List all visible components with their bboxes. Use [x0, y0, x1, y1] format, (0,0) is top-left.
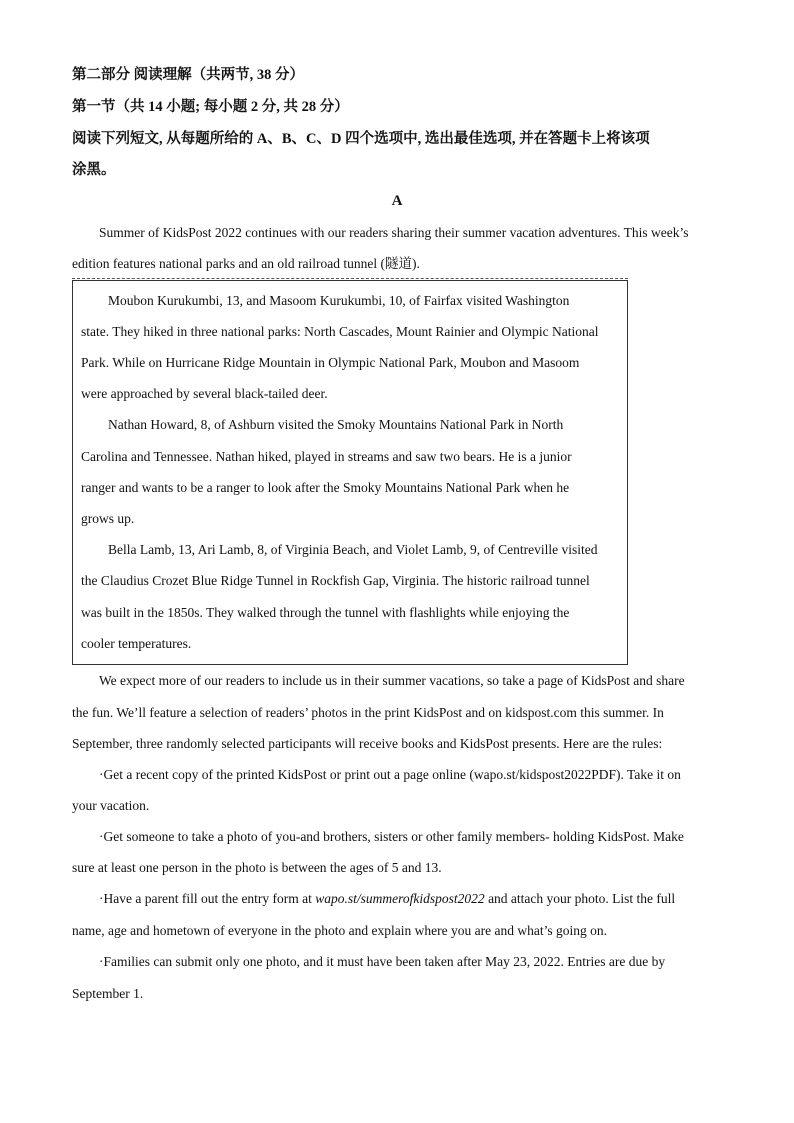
part-title: 第二部分 阅读理解（共两节, 38 分） — [72, 67, 304, 83]
box-line: Moubon Kurukumbi, 13, and Masoom Kurukumbi, 10, of Fairfax visited Washington — [108, 293, 570, 308]
box-line: state. They hiked in three national parks: North Cascades, Mount Rainier and Olympic National — [81, 324, 599, 339]
rule-2-line-2: sure at least one person in the photo is between the ages of 5 and 13. — [72, 860, 442, 875]
box-line: Park. While on Hurricane Ridge Mountain in Olympic National Park, Moubon and Masoom — [81, 355, 580, 370]
body-line: September, three randomly selected participants will receive books and KidsPost presents. Here are the rules: — [72, 736, 663, 751]
dashed-rule — [72, 278, 628, 279]
rule-1-line-2: your vacation. — [72, 798, 150, 813]
section-title: 第一节（共 14 小题; 每小题 2 分, 共 28 分） — [72, 99, 349, 115]
passage-label: A — [391, 193, 403, 209]
box-line: Carolina and Tennessee. Nathan hiked, played in streams and saw two bears. He is a junior — [81, 449, 572, 464]
intro-line-1: Summer of KidsPost 2022 continues with our readers sharing their summer vacation adventures. This week’s — [99, 225, 689, 240]
rule-3-prefix: ·Have a parent fill out the entry form at — [99, 891, 316, 906]
instructions-line-2: 涂黑。 — [72, 162, 116, 178]
box-line: ranger and wants to be a ranger to look after the Smoky Mountains National Park when he — [81, 480, 570, 495]
entry-form-link[interactable]: wapo.st/summerofkidspost2022 — [315, 891, 485, 906]
intro-line-2: edition features national parks and an old railroad tunnel (隧道). — [72, 256, 420, 271]
instructions-line-1: 阅读下列短文, 从每题所给的 A、B、C、D 四个选项中, 选出最佳选项, 并在答题卡上将该项 — [72, 131, 650, 147]
box-line: grows up. — [81, 511, 135, 526]
rule-2-line-1: ·Get someone to take a photo of you-and brothers, sisters or other family members- holding KidsPost. Make — [99, 829, 684, 844]
box-line: the Claudius Crozet Blue Ridge Tunnel in Rockfish Gap, Virginia. The historic railroad tunnel — [81, 573, 590, 588]
box-line: cooler temperatures. — [81, 636, 192, 651]
box-line: Nathan Howard, 8, of Ashburn visited the Smoky Mountains National Park in North — [108, 417, 564, 432]
rule-3-line-2: name, age and hometown of everyone in the photo and explain where you are and what’s going on. — [72, 923, 607, 938]
rule-4-line-2: September 1. — [72, 986, 144, 1001]
body-line: the fun. We’ll feature a selection of readers’ photos in the print KidsPost and on kidspost.com this summer. In — [72, 705, 664, 720]
rule-3-suffix: and attach your photo. List the full — [484, 891, 676, 906]
rule-1-line-1: ·Get a recent copy of the printed KidsPost or print out a page online (wapo.st/kidspost2022PDF). Take it on — [99, 767, 681, 782]
box-line: were approached by several black-tailed deer. — [81, 386, 328, 401]
rule-3-line-1 — [99, 890, 675, 908]
box-line: was built in the 1850s. They walked through the tunnel with flashlights while enjoying the — [81, 605, 570, 620]
rule-4-line-1: ·Families can submit only one photo, and it must have been taken after May 23, 2022. Entries are due by — [99, 954, 666, 969]
box-line: Bella Lamb, 13, Ari Lamb, 8, of Virginia Beach, and Violet Lamb, 9, of Centreville visited — [108, 542, 598, 557]
body-line: We expect more of our readers to include us in their summer vacations, so take a page of KidsPost and share — [99, 673, 685, 688]
